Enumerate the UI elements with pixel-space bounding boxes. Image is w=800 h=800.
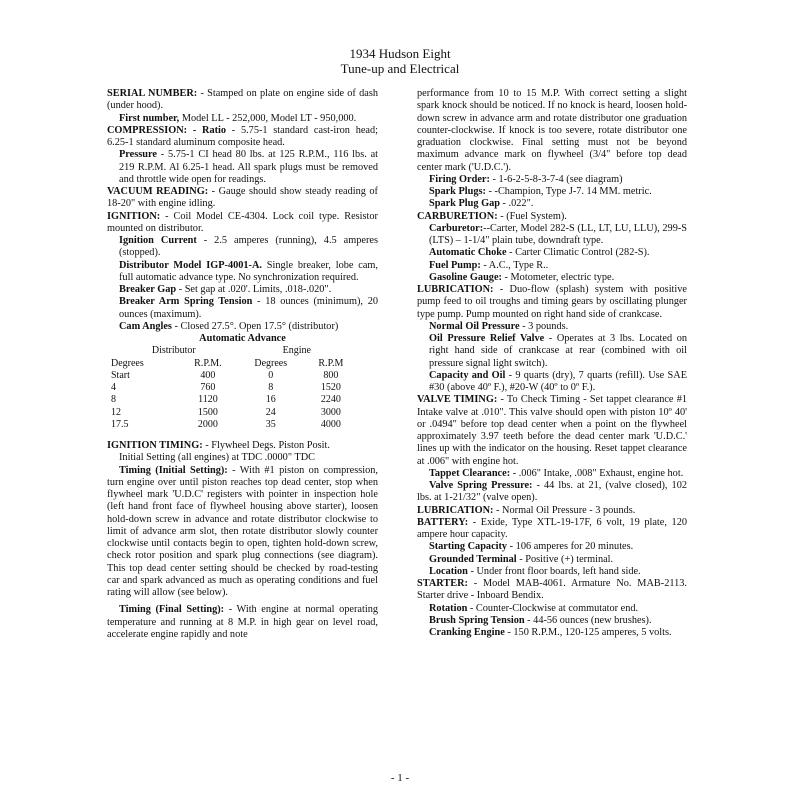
cam-angles-entry <box>107 321 378 333</box>
entry-text: - To Check Timing - Set tappet clearance #1 Intake valve at .010". This valve should open with piston 10º 40' or .0494" before top dead center when a point on the flywheel approximately 3.97 teeth before the dead center mark 'U.D.C.' lines up with the indicator on the housing. Reset tappet clearance at .006" with engine hot. <box>417 394 687 467</box>
left-column <box>107 88 378 641</box>
table-cell: 0 <box>268 369 274 381</box>
entry-text: - 44 lbs. at 21, (valve closed), 102 lbs. at 1-21/32" (valve open). <box>417 480 687 504</box>
breaker-spring-entry <box>107 296 378 321</box>
table-cell: 1120 <box>198 394 218 406</box>
first-number-entry <box>107 113 378 125</box>
table-cell: 1500 <box>197 406 218 418</box>
battery-entry <box>417 517 687 542</box>
table-cell: 760 <box>200 382 216 393</box>
entry-heading: Rotation <box>429 602 468 614</box>
pressure-entry <box>107 149 378 186</box>
advance-table-header <box>111 358 357 370</box>
rotation-entry <box>417 603 687 615</box>
entry-heading: SERIAL NUMBER: <box>107 88 198 99</box>
ignition-timing-entry <box>107 440 378 452</box>
table-cell: 3000 <box>320 406 341 418</box>
relief-valve-entry <box>417 333 687 370</box>
entry-text: - Model MAB-4061. Armature No. MAB-2113. Starter drive - Inboard Bendix. <box>417 578 687 602</box>
engine-group-label: Engine <box>282 345 311 357</box>
tappet-clearance-entry <box>417 468 687 480</box>
entry-text: - Counter-Clockwise at commutator end. <box>467 602 639 614</box>
entry-heading: COMPRESSION: - Ratio <box>107 124 227 136</box>
initial-setting-line: Initial Setting (all engines) at TDC .0000" TDC <box>119 452 316 464</box>
table-row <box>111 394 357 406</box>
spark-plugs-entry <box>417 186 687 198</box>
entry-text: - Under front floor boards, left hand side. <box>467 565 641 577</box>
entry-text: - Exide, Type XTL-19-17F, 6 volt, 19 plate, 120 ampere hour capacity. <box>417 516 687 540</box>
compression-entry <box>107 125 378 150</box>
entry-heading: Breaker Arm Spring Tension <box>119 296 253 308</box>
entry-text: - A.C., Type R.. <box>480 259 549 271</box>
table-cell: 2240 <box>320 394 341 406</box>
entry-heading: Cam Angles <box>119 320 172 332</box>
starter-entry <box>417 578 687 603</box>
table-cell: 16 <box>265 394 276 406</box>
table-cell: Start <box>111 369 130 381</box>
entry-heading: Fuel Pump: <box>429 259 481 271</box>
entry-text: - Gauge should show steady reading of 18-20" with engine idling. <box>107 186 378 210</box>
entry-heading: Valve Spring Pressure: <box>429 480 533 491</box>
cranking-engine-entry <box>417 627 687 639</box>
entry-text: - .006" Intake, .008" Exhaust, engine hot. <box>510 467 684 479</box>
entry-heading: Distributor Model IGP-4001-A. <box>119 259 262 271</box>
firing-order-entry <box>417 174 687 186</box>
location-entry <box>417 566 687 578</box>
entry-text: - -Champion, Type J-7. 14 MM. metric. <box>485 186 652 197</box>
column-header: Degrees <box>254 357 288 369</box>
timing-final-entry <box>107 604 378 641</box>
entry-heading: Ignition Current <box>119 235 197 246</box>
table-cell: 4000 <box>320 418 341 430</box>
entry-heading: Cranking Engine <box>429 627 505 638</box>
vacuum-entry <box>107 186 378 211</box>
entry-heading: Firing Order: <box>429 173 490 185</box>
column-header: R.P.M. <box>194 357 222 369</box>
fuel-pump-entry <box>417 260 687 272</box>
table-cell: 17.5 <box>111 418 129 430</box>
entry-text: - 1-6-2-5-8-3-7-4 (see diagram) <box>489 173 623 185</box>
table-cell: 400 <box>200 369 216 381</box>
table-cell: 1520 <box>320 382 341 393</box>
entry-heading: Automatic Choke <box>429 247 507 259</box>
gasoline-gauge-entry <box>417 272 687 284</box>
page-number: - 1 - <box>390 772 410 784</box>
entry-heading: Oil Pressure Relief Valve <box>429 333 545 344</box>
grounded-terminal-entry <box>417 554 687 566</box>
entry-heading: Starting Capacity <box>429 541 508 553</box>
lubrication-2-entry <box>417 505 687 517</box>
entry-text: - Stamped on plate on engine side of dash (under hood). <box>107 88 378 112</box>
entry-heading: Spark Plugs: <box>429 186 486 197</box>
entry-text: - 150 R.P.M., 120-125 amperes, 5 volts. <box>504 627 672 638</box>
table-cell: 2000 <box>197 418 218 430</box>
entry-heading: Timing (Initial Setting): <box>119 464 228 476</box>
entry-text: Model LL - 252,000, Model LT - 950,000. <box>179 112 357 124</box>
entry-text: - Flywheel Degs. Piston Posit. <box>202 440 330 451</box>
entry-text: - Operates at 3 lbs. Located on right hand side of crankcase at rear (combined with oil pressure signal light switch). <box>429 333 688 369</box>
breaker-gap-entry <box>107 284 378 296</box>
advance-table-title: Automatic Advance <box>199 333 286 344</box>
entry-text: - 106 amperes for 20 minutes. <box>507 541 634 553</box>
entry-text: - 3 pounds. <box>519 320 569 332</box>
entry-text: - Coil Model CE-4304. Lock coil type. Resistor mounted on distributor. <box>107 210 378 234</box>
entry-heading: BATTERY: <box>417 516 469 528</box>
spark-plug-gap-entry <box>417 198 687 210</box>
entry-heading: Normal Oil Pressure <box>429 320 520 332</box>
table-cell: 12 <box>111 406 121 418</box>
capacity-oil-entry <box>417 370 687 395</box>
lubrication-entry <box>417 284 687 321</box>
table-row <box>111 382 357 394</box>
document-subtitle: Tune-up and Electrical <box>340 61 460 76</box>
spacer <box>107 431 378 440</box>
entry-text: - 18 ounces (minimum), 20 ounces (maximum). <box>119 296 378 320</box>
table-row <box>111 419 357 431</box>
entry-text: - .022". <box>499 198 534 210</box>
entry-text: - 9 quarts (dry), 7 quarts (refill). Use SAE #30 (above 40º F.), #20-W (40º to 0º F.). <box>429 369 687 393</box>
table-cell: 35 <box>265 418 276 430</box>
entry-text: - Duo-flow (splash) system with positive pump feed to oil troughs and timing gears by oscillating plunger type pump. Pump mounted on right hand side of crankcase. <box>417 284 687 320</box>
carburetor-entry <box>417 223 687 248</box>
entry-text: - With engine at normal operating temperature and running at 8 M.P. in high gear on level road, accelerate engine rapidly and note <box>107 604 378 640</box>
entry-heading: Gasoline Gauge: <box>429 271 502 283</box>
table-row <box>111 370 357 382</box>
entry-text: - Motometer, electric type. <box>501 271 615 283</box>
entry-heading: Tappet Clearance: <box>429 467 511 479</box>
entry-heading: Carburetor: <box>429 222 484 234</box>
entry-heading: LUBRICATION: <box>417 284 494 295</box>
entry-text: - (Fuel System). <box>497 210 567 222</box>
table-cell: 24 <box>265 406 276 418</box>
automatic-choke-entry <box>417 247 687 259</box>
entry-text: - 2.5 amperes (running), 4.5 amperes (stopped). <box>119 235 378 259</box>
timing-continuation: performance from 10 to 15 M.P. With correct setting a slight spark knock should be noticed. If no knock is heard, loosen hold-down screw in advance arm and rotate distributor one graduation counter-clockwise. If knock is too severe, rotate distributor one graduation clockwise. Final setting must not be beyond maximum advance mark on flywheel (3/4" before top dead center mark ('U.D.C.'). <box>417 88 687 173</box>
entry-heading: CARBURETION: <box>417 210 498 222</box>
entry-heading: Pressure <box>119 149 157 161</box>
entry-text: - Normal Oil Pressure - 3 pounds. <box>493 504 636 516</box>
entry-text: - 5.75-1 standard cast-iron head; 6.25-1 standard aluminum composite head. <box>107 124 378 148</box>
entry-text: - Set gap at .020'. Limits, .018-.020". <box>176 284 332 295</box>
entry-heading: Capacity and Oil <box>429 369 506 381</box>
column-header: R.P.M <box>318 357 344 369</box>
valve-spring-entry <box>417 480 687 505</box>
table-cell: 4 <box>111 382 116 393</box>
entry-heading: STARTER: <box>417 578 468 589</box>
table-cell: 800 <box>323 369 339 381</box>
entry-heading: Grounded Terminal <box>429 553 517 565</box>
entry-text: - With #1 piston on compression, turn engine over until piston reaches top dead center, stop when flywheel mark 'U.D.C' registers with pointer in inspection hole (left hand front face of flywheel housing above starter), loosen hold-down screw in advance and rotate distributor clockwise to limit of advance arm slot, then rotate distributor slowly counter clockwise until contacts begin to open, tighten hold-down screw, check rotor position and spark plug connections (see diagram). This top dead center setting should be checked by road-testing car and spark advanced as much as operating conditions and fuel rating will allow (see below). <box>107 464 378 598</box>
entry-heading: Breaker Gap <box>119 284 177 295</box>
oil-pressure-entry <box>417 321 687 333</box>
table-cell: 8 <box>111 394 116 406</box>
entry-heading: Spark Plug Gap <box>429 198 500 210</box>
ignition-current-entry <box>107 235 378 260</box>
valve-timing-entry <box>417 394 687 468</box>
advance-table <box>111 345 357 431</box>
ignition-entry <box>107 211 378 236</box>
entry-text: - Carter Climatic Control (282-S). <box>506 247 650 259</box>
document-title: 1934 Hudson Eight <box>349 46 451 61</box>
right-column <box>417 88 687 639</box>
entry-text: --Carter, Model 282-S (LL, LT, LU, LLU), 299-S (LTS) – 1-1/4" plain tube, downdraft type. <box>429 222 687 246</box>
distributor-group-label: Distributor <box>151 345 196 357</box>
table-cell: 8 <box>268 382 274 393</box>
starting-capacity-entry <box>417 541 687 553</box>
distributor-entry <box>107 260 378 285</box>
entry-text: Single breaker, lobe cam, full automatic advance type. No synchronization required. <box>119 259 378 283</box>
entry-heading: Location <box>429 565 468 577</box>
brush-spring-entry <box>417 615 687 627</box>
entry-heading: VALVE TIMING: <box>417 394 498 406</box>
entry-heading: Timing (Final Setting): <box>119 604 225 616</box>
advance-table-group-header <box>111 345 357 357</box>
entry-text: - 5.75-1 CI head 80 lbs. at 125 R.P.M., 116 lbs. at 219 R.P.M. Al 6.25-1 head. All spark plugs must be removed and throttle wide open for readings. <box>119 149 378 185</box>
timing-initial-entry <box>107 465 378 600</box>
entry-heading: LUBRICATION: <box>417 504 494 516</box>
entry-text: - Positive (+) terminal. <box>516 553 614 565</box>
entry-text: - Closed 27.5°. Open 17.5° (distributor) <box>171 320 339 332</box>
carburetion-entry <box>417 211 687 223</box>
entry-text: - 44-56 ounces (new brushes). <box>524 614 652 626</box>
entry-heading: Brush Spring Tension <box>429 614 525 626</box>
entry-heading: VACUUM READING: <box>107 186 209 197</box>
entry-heading: First number, <box>119 112 180 124</box>
column-header: Degrees <box>111 357 144 369</box>
table-row <box>111 407 357 419</box>
entry-heading: IGNITION TIMING: <box>107 440 203 451</box>
serial-number-entry <box>107 88 378 113</box>
entry-heading: IGNITION: <box>107 210 161 222</box>
